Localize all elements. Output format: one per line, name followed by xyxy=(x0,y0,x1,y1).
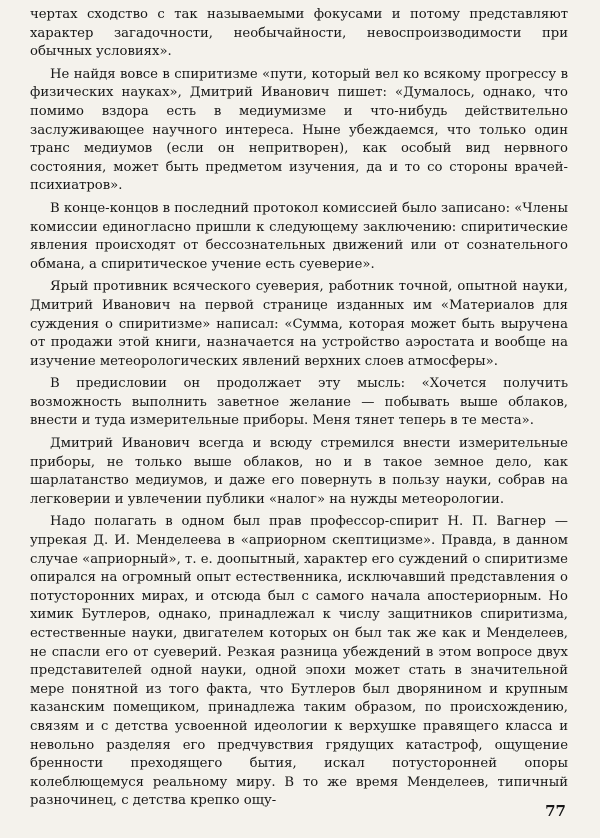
paragraph: Не найдя вовсе в спиритизме «пути, который вел ко всякому прогрессу в физических науках», Дмитрий Иванович пишет: «Думалось, однако, что помимо вздора есть в медиумизме и что-нибудь действительно заслуживающее научного интереса. Ныне убеждаемся, что только один транс медиумов (если он непритворен), как особый вид нервного состояния, может быть предметом изучения, да и то со стороны врачей-психиатров». xyxy=(30,66,568,194)
paragraph: Ярый противник всяческого суеверия, работник точной, опытной науки, Дмитрий Иванович на первой странице изданных им «Материалов для суждения о спиритизме» написал: «Сумма, которая может быть выручена от продажи этой книги, назначается на устройство аэростата и вообще на изучение метеорологических явлений верхних слоев атмосферы». xyxy=(30,279,568,369)
paragraph: Надо полагать в одном был прав профессор-спирит Н. П. Вагнер — упрекая Д. И. Менделеева в «априорном скептицизме». Правда, в данном случае «априорный», т. е. доопытный, характер его суждений о спиритизме опирался на огромный опыт естественника, исключавший представления о потусторонних мирах, и отсюда был с самого начала апостериорным. Но химик Бутлеров, однако, принадлежал к числу защитников спиритизма, естественные науки, двигателем которых он был так же как и Менделеев, не спасли его от суеверий. Резкая разница убеждений в этом вопросе двух представителей одной науки, одной эпохи может стать в значительной мере понятной из того факта, что Бутлеров был дворянином и крупным казанским помещиком, принадлежа таким образом, по происхождению, связям и с детства усвоенной идеологии к верхушке правящего класса и невольно разделяя его предчувствия грядущих катастроф, ощущение бренности преходящего бытия, искал потусторонней опоры колеблющемуся реальному миру. В то же время Менделеев, типичный разночинец, с детства крепко ощу- xyxy=(30,514,568,809)
page-number: 77 xyxy=(545,802,566,820)
paragraph: В конце-концов в последний протокол комиссией было записано: «Члены комиссии единогласно пришли к следующему заключению: спиритические явления происходят от бессознательных движений или от сознательного обмана, а спиритическое учение есть суеверие». xyxy=(30,200,568,272)
paragraph: чертах сходство с так называемыми фокусами и потому представляют характер загадочности, необычайности, невоспроизводимости при обычных условиях». xyxy=(30,7,568,60)
paragraph: В предисловии он продолжает эту мысль: «Хочется получить возможность выполнить заветное желание — побывать выше облаков, внести и туда измерительные приборы. Меня тянет теперь в те места». xyxy=(30,376,568,429)
paragraph: Дмитрий Иванович всегда и всюду стремился внести измерительные приборы, не только выше облаков, но и в такое земное дело, как шарлатанство медиумов, и даже его повернуть в пользу науки, собрав на легковерии и увлечении публики «налог» на нужды метеорологии. xyxy=(30,436,568,507)
